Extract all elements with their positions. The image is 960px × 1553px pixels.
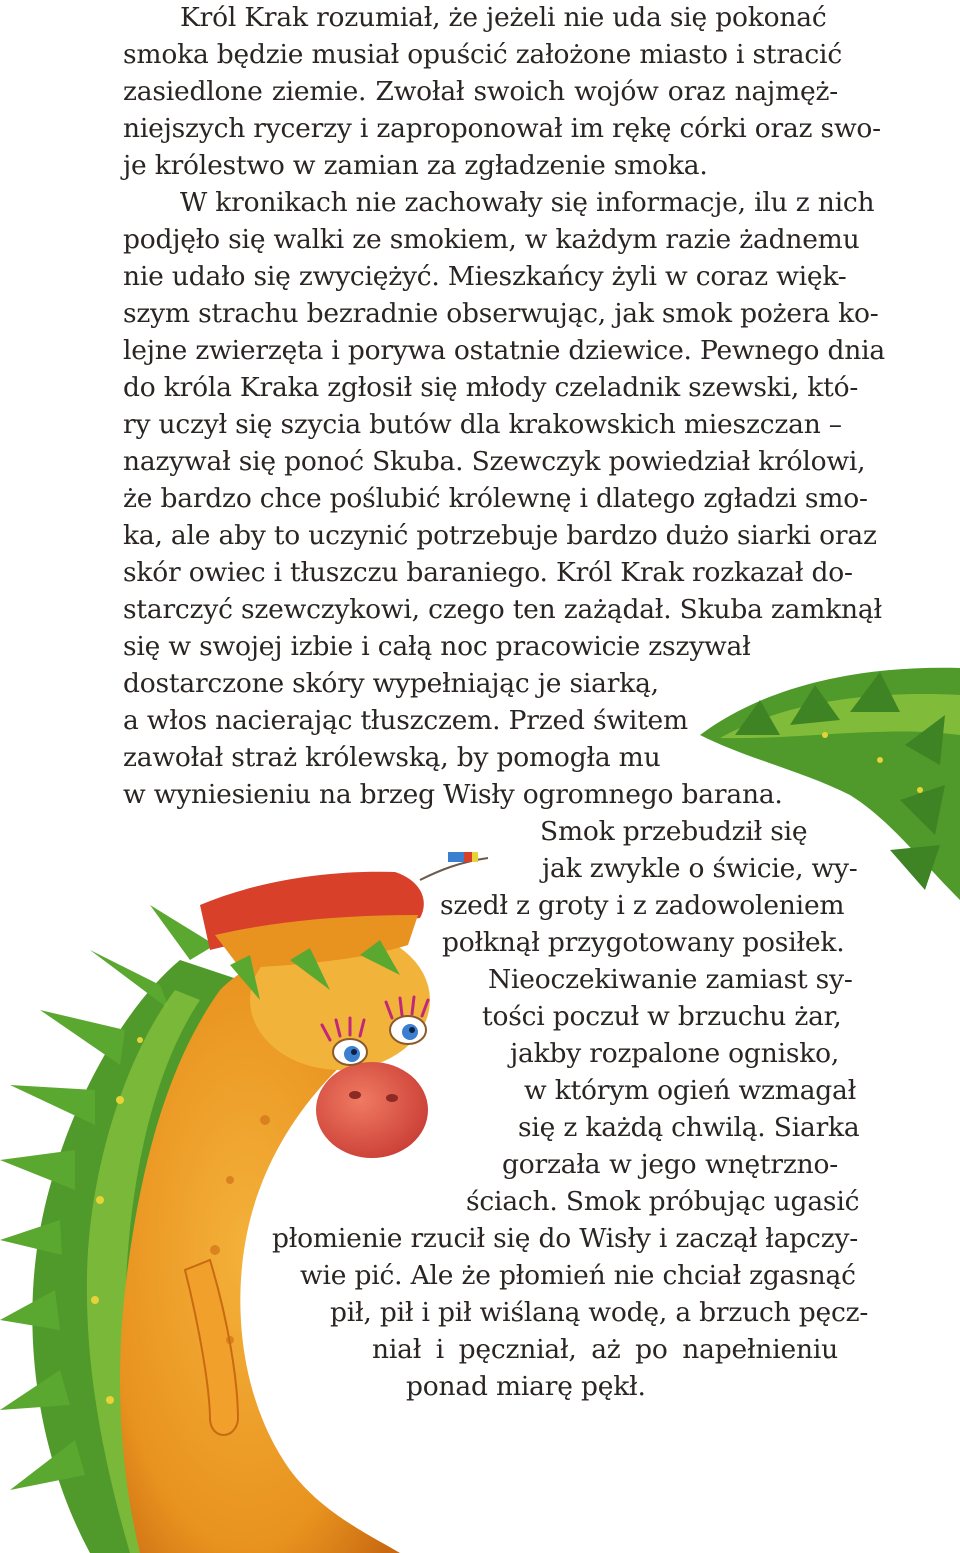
story-line: ściach. Smok próbując ugasić [466,1186,860,1217]
story-line: w którym ogień wzmagał [524,1075,857,1106]
story-line: się z każdą chwilą. Siarka [518,1112,860,1143]
story-line: płomienie rzucił się do Wisły i zaczął łapczy- [272,1223,858,1254]
story-line: tości poczuł w brzuchu żar, [482,1001,842,1032]
story-line: nie udało się zwyciężyć. Mieszkańcy żyli w coraz więk- [123,261,847,292]
story-line: do króla Kraka zgłosił się młody czeladnik szewski, któ- [123,372,859,403]
story-line: niejszych rycerzy i zaproponował im rękę córki oraz swo- [123,113,881,144]
story-line: a włos nacierając tłuszczem. Przed świtem [123,705,688,736]
story-line: Nieoczekiwanie zamiast sy- [488,964,853,995]
story-line: gorzała w jego wnętrzno- [502,1149,838,1180]
story-line: ka, ale aby to uczynić potrzebuje bardzo dużo siarki oraz [123,520,877,551]
story-line: jak zwykle o świcie, wy- [542,853,858,884]
story-line: skór owiec i tłuszczu baraniego. Król Krak rozkazał do- [123,557,853,588]
story-line: szedł z groty i z zadowoleniem [440,890,845,921]
story-line: ry uczył się szycia butów dla krakowskich mieszczan – [123,409,842,440]
story-line: Król Krak rozumiał, że jeżeli nie uda się pokonać [180,2,827,33]
story-line: dostarczone skóry wypełniając je siarką, [123,668,659,699]
story-line: pił, pił i pił wiślaną wodę, a brzuch pęcz- [330,1297,869,1328]
story-line: jakby rozpalone ognisko, [510,1038,840,1069]
story-line: połknął przygotowany posiłek. [442,927,845,958]
story-line: szym strachu bezradnie obserwując, jak smok pożera ko- [123,298,879,329]
story-line: podjęło się walki ze smokiem, w każdym razie żadnemu [123,224,860,255]
story-line: że bardzo chce poślubić królewnę i dlatego zgładzi smo- [123,483,868,514]
story-line: Smok przebudził się [540,816,808,847]
story-line: zawołał straż królewską, by pomogła mu [123,742,661,773]
story-line: ponad miarę pękł. [406,1371,646,1402]
story-line: się w swojej izbie i całą noc pracowicie zszywał [123,631,751,662]
story-line: je królestwo w zamian za zgładzenie smoka. [123,150,708,181]
story-line: W kronikach nie zachowały się informacje, ilu z nich [180,187,875,218]
story-line: niał i pęczniał, aż po napełnieniu [372,1334,838,1365]
story-line: wie pić. Ale że płomień nie chciał zgasnąć [300,1260,856,1291]
story-line: lejne zwierzęta i porywa ostatnie dziewice. Pewnego dnia [123,335,886,366]
story-line: w wyniesieniu na brzeg Wisły ogromnego barana. [123,779,783,810]
story-line: starczyć szewczykowi, czego ten zażądał. Skuba zamknął [123,594,882,625]
story-line: nazywał się ponoć Skuba. Szewczyk powiedział królowi, [123,446,866,477]
story-line: zasiedlone ziemie. Zwołał swoich wojów oraz najmęż- [123,76,838,107]
story-line: smoka będzie musiał opuścić założone miasto i stracić [123,39,842,70]
